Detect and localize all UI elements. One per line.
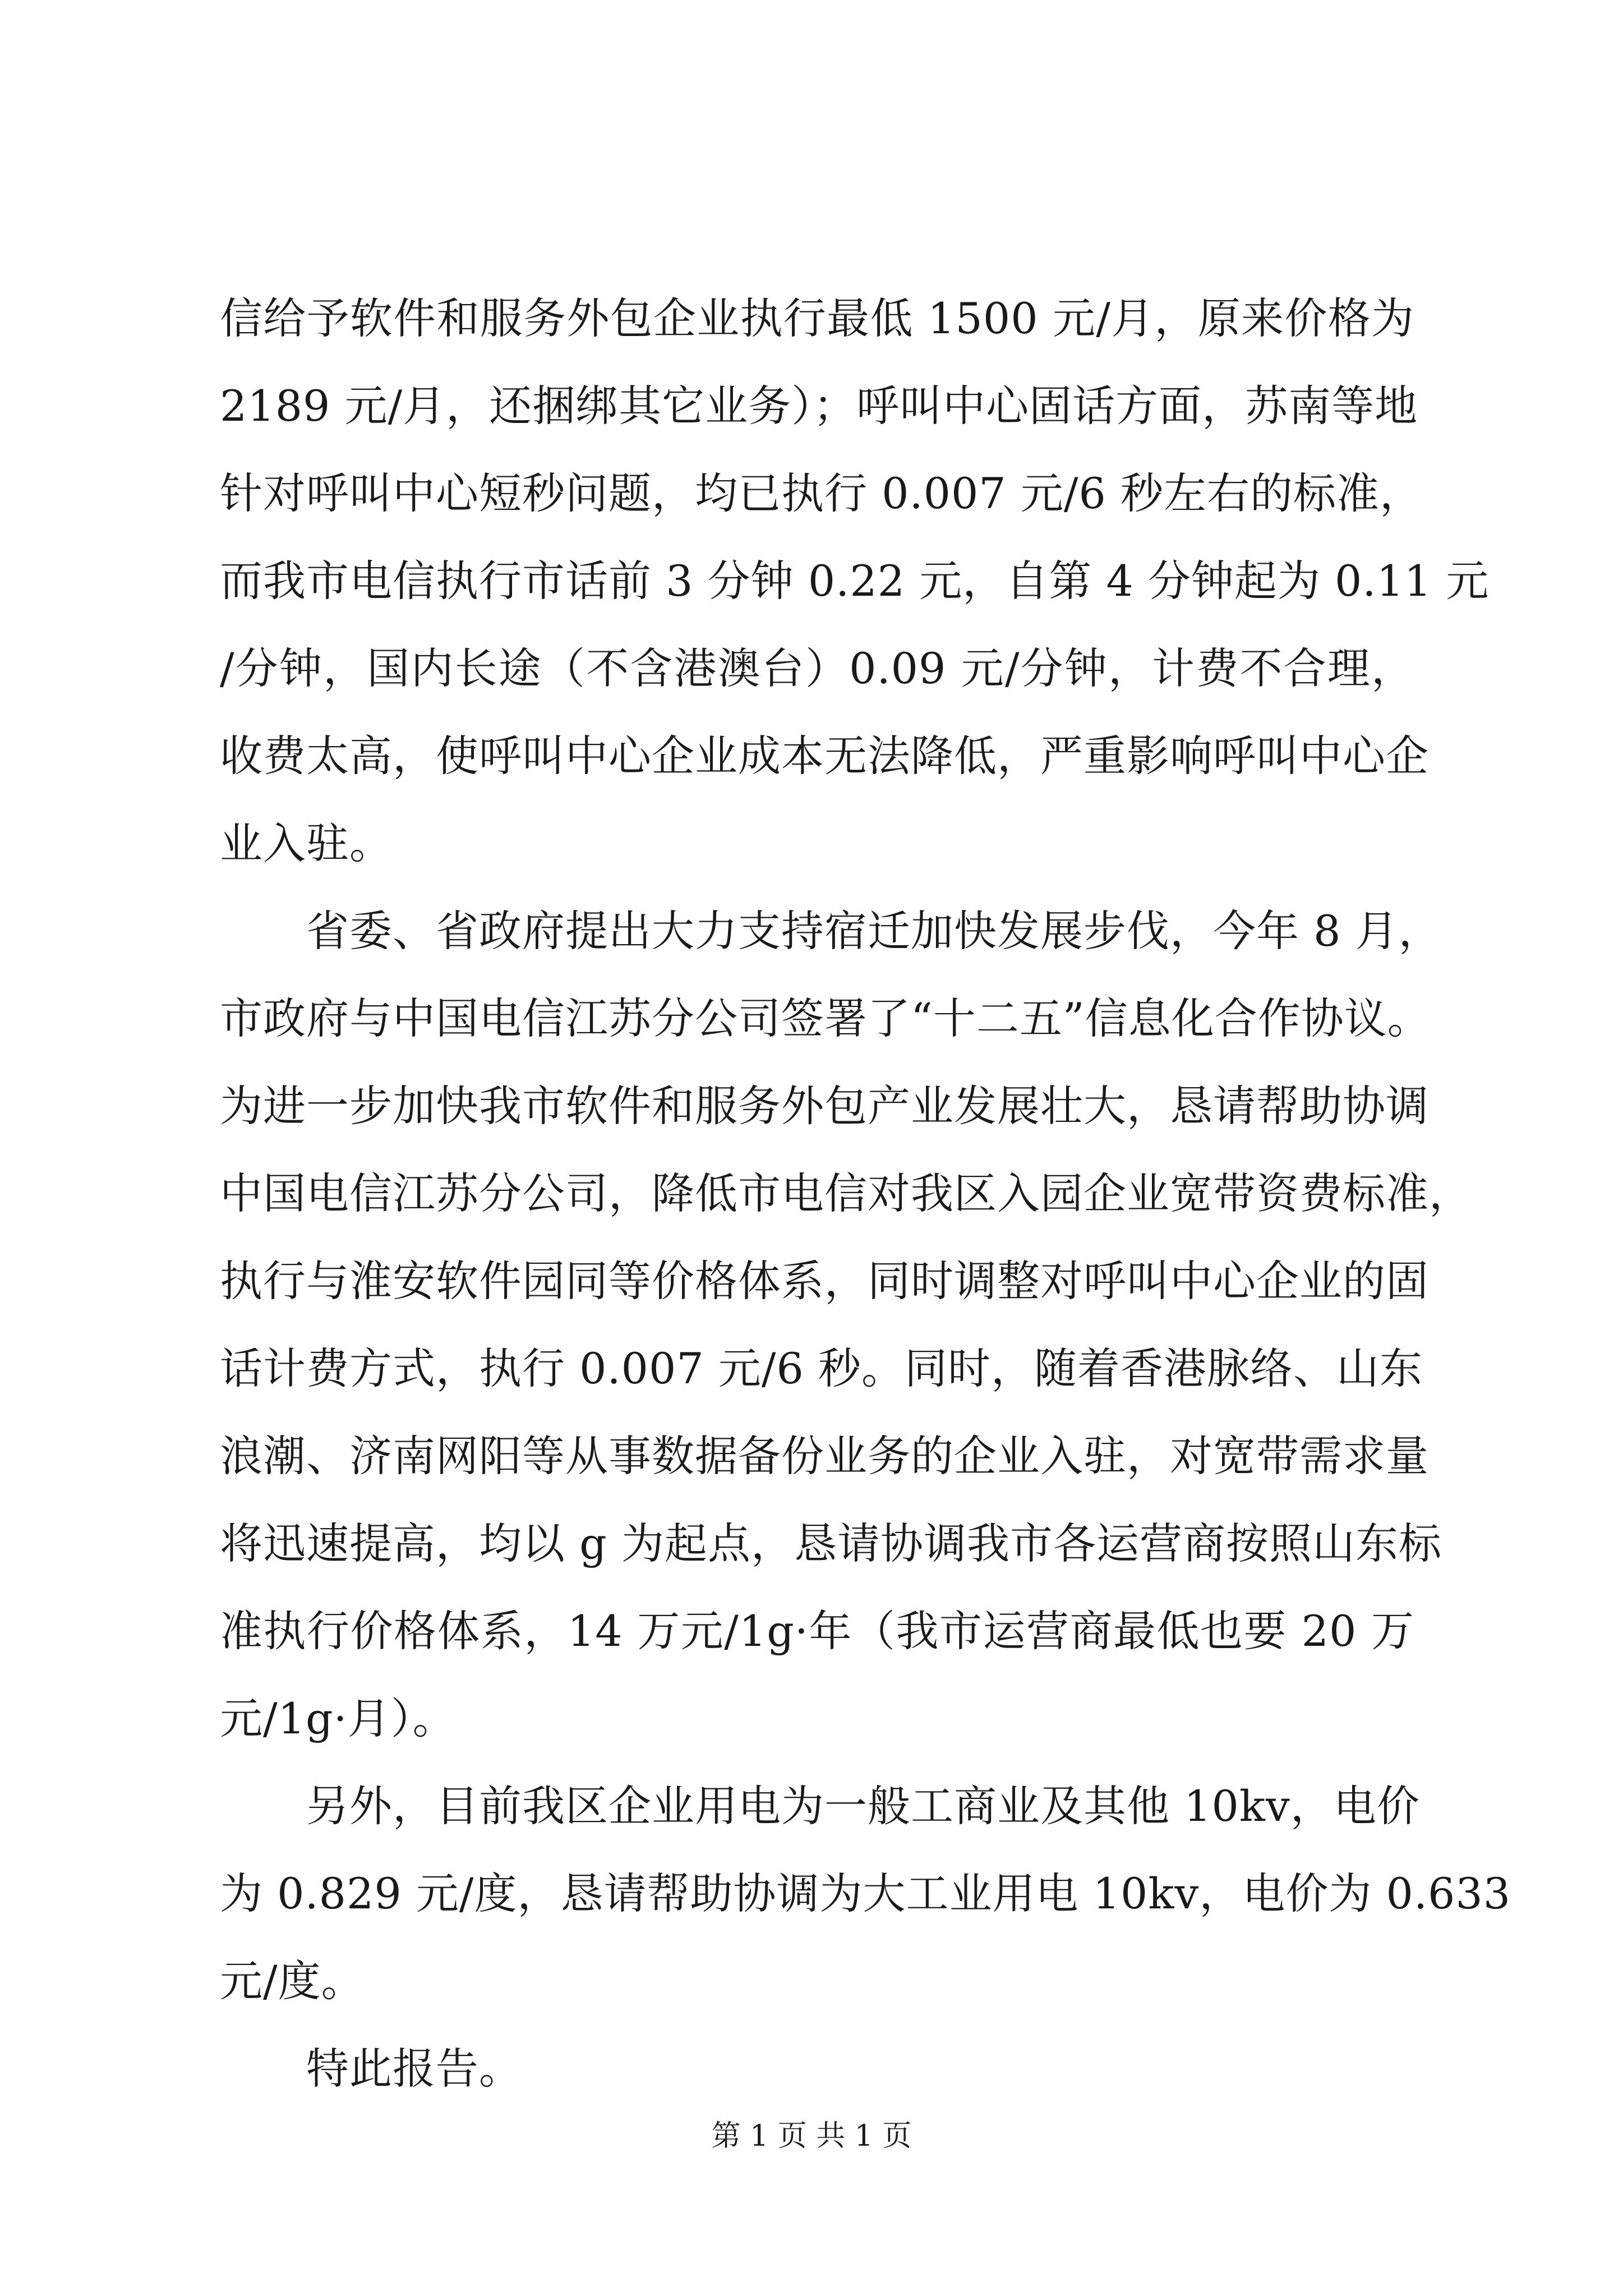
text-line: /分钟，国内长途（不含港澳台）0.09 元/分钟，计费不合理， <box>220 643 1414 693</box>
text-line: 另外，目前我区企业用电为一般工商业及其他 10kv，电价 <box>306 1781 1420 1831</box>
text-line: 准执行价格体系，14 万元/1g·年（我市运营商最低也要 20 万 <box>220 1606 1414 1656</box>
text-line: 特此报告。 <box>306 2044 522 2093</box>
text-line: 而我市电信执行市话前 3 分钟 0.22 元，自第 4 分钟起为 0.11 元 <box>220 556 1490 606</box>
text-line: 收费太高，使呼叫中心企业成本无法降低，严重影响呼叫中心企 <box>220 731 1429 781</box>
page-footer: 第 1 页 共 1 页 <box>711 2119 912 2153</box>
text-line: 元/1g·月）。 <box>220 1694 456 1743</box>
text-line: 元/度。 <box>220 1956 365 2006</box>
text-line: 将迅速提高，均以 g 为起点，恳请协调我市各运营商按照山东标 <box>220 1519 1442 1568</box>
text-line: 业入驻。 <box>220 818 393 868</box>
text-line: 话计费方式，执行 0.007 元/6 秒。同时，随着香港脉络、山东 <box>220 1343 1423 1393</box>
text-line: 针对呼叫中心短秒问题，均已执行 0.007 元/6 秒左右的标准， <box>220 468 1423 518</box>
text-line: 浪潮、济南网阳等从事数据备份业务的企业入驻，对宽带需求量 <box>220 1431 1429 1481</box>
text-line: 中国电信江苏分公司，降低市电信对我区入园企业宽带资费标准， <box>220 1168 1472 1218</box>
text-line: 信给予软件和服务外包企业执行最低 1500 元/月，原来价格为 <box>220 293 1414 343</box>
document-body <box>220 275 1511 2113</box>
text-line: 为进一步加快我市软件和服务外包产业发展壮大，恳请帮助协调 <box>220 1081 1429 1131</box>
text-line: 2189 元/月，还捆绑其它业务）；呼叫中心固话方面，苏南等地 <box>220 381 1418 431</box>
text-line: 市政府与中国电信江苏分公司签署了“十二五”信息化合作协议。 <box>220 993 1431 1043</box>
text-line: 执行与淮安软件园同等价格体系，同时调整对呼叫中心企业的固 <box>220 1256 1429 1306</box>
text-line: 为 0.829 元/度，恳请帮助协调为大工业用电 10kv，电价为 0.633 <box>220 1869 1511 1918</box>
text-line: 省委、省政府提出大力支持宿迁加快发展步伐，今年 8 月， <box>306 906 1442 956</box>
